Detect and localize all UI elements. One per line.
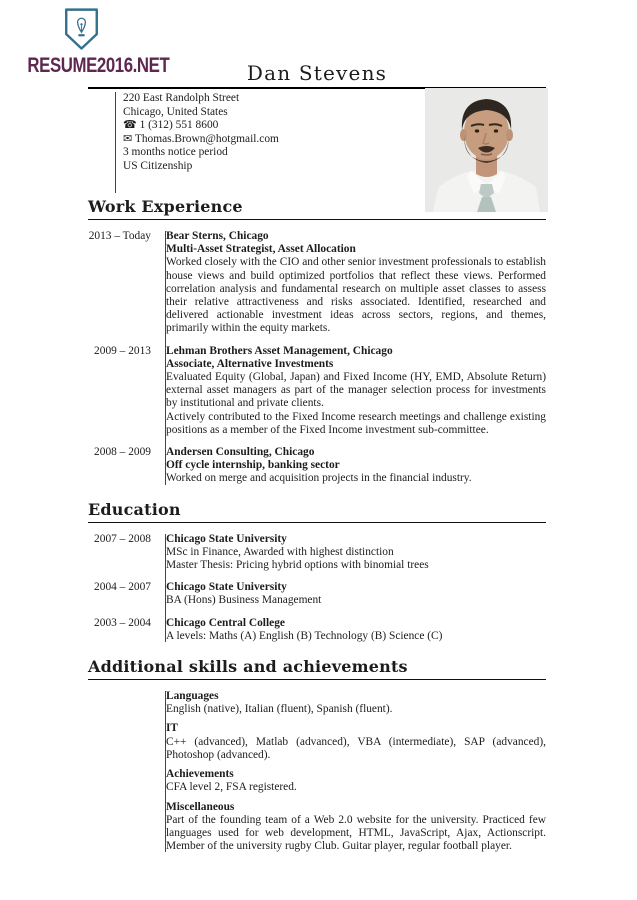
phone-number: 1 (312) 551 8600 [139,119,219,131]
section-skills [88,657,546,853]
skill-text: Part of the founding team of a Web 2.0 website for the university. Practiced few languages used for web development, HTML, JavaScript, Ajax, Actionscript. Member of the university rugby Club. Guitar player, regular football player. [166,813,546,853]
resume-body [88,197,546,867]
portrait-photo-image [425,88,548,212]
entry-dates-empty [88,690,158,853]
education-entry [88,533,546,573]
entry-school: Chicago State University [166,532,287,545]
skill-text: English (native), Italian (fluent), Spanish (fluent). [166,703,393,716]
timeline-rule [165,691,166,852]
skill-text: C++ (advanced), Matlab (advanced), VBA (intermediate), SAP (advanced), Photoshop (advanced). [166,735,546,761]
entry-role: Associate, Alternative Investments [166,357,334,370]
entry-description: Actively contributed to the Fixed Income research meetings and challenge existing positions as a member of the Fixed Income investment sub-committee. [166,410,546,436]
section-divider [88,679,546,680]
skill-text: CFA level 2, FSA registered. [166,781,297,794]
section-divider [88,219,546,220]
skill-group [166,801,546,854]
pen-nib-shield-icon [63,7,100,52]
entry-detail: Master Thesis: Pricing hybrid options with binomial trees [166,559,429,572]
education-entry [88,581,546,607]
entry-role: Multi-Asset Strategist, Asset Allocation [166,243,356,256]
address-line1: 220 East Randolph Street [123,92,240,104]
entry-description: Worked closely with the CIO and other senior investment professionals to establish house views and build optimized portfolios that reflect these views. Performed correlation analysis and fundamental research on multiple asset classes to assess their relative attractiveness and risks associated. Identified, researched and delivered actionable investment ideas across sectors, regions, and themes, primarily within the equity markets. [166,256,546,335]
section-title-education: Education [88,499,181,519]
phone-line [123,119,279,133]
entry-description: Worked on merge and acquisition projects in the financial industry. [166,472,472,485]
timeline-rule [165,231,166,485]
skill-label: IT [166,722,179,735]
skill-label: Languages [166,690,219,703]
entry-dates: 2003 – 2004 [94,616,151,629]
section-education [88,500,546,643]
notice-period: 3 months notice period [123,146,228,158]
entry-employer: Bear Sterns, Chicago [166,230,269,242]
portrait-photo [425,88,548,212]
citizenship: US Citizenship [123,159,193,172]
site-logo-text: RESUME2016.NET [27,54,170,77]
entry-dates: 2009 – 2013 [94,344,151,357]
section-work-experience [88,197,546,486]
work-entry [88,345,546,437]
timeline-rule [165,534,166,642]
entry-employer: Lehman Brothers Asset Management, Chicago [166,344,393,357]
contact-block [115,92,279,193]
skills-block [88,690,546,853]
email-address: Thomas.Brown@hotgmail.com [134,132,279,145]
entry-dates: 2007 – 2008 [94,532,151,545]
entry-employer: Andersen Consulting, Chicago [166,446,315,459]
entry-description: Evaluated Equity (Global, Japan) and Fixed Income (HY, EMD, Absolute Return) external asset managers as part of the manager selection process for investments by institutional and private clients. [166,371,546,410]
email-icon: ✉ [123,132,133,145]
section-divider [88,522,546,523]
skill-label: Miscellaneous [166,800,235,813]
phone-icon: ☎ [123,119,137,131]
entry-dates: 2004 – 2007 [94,581,151,594]
entry-detail: BA (Hons) Business Management [166,594,322,607]
skill-label: Achievements [166,768,234,781]
entry-detail: A levels: Maths (A) English (B) Technology (B) Science (C) [166,629,443,642]
education-entry [88,617,546,643]
section-title-skills: Additional skills and achievements [88,657,408,677]
candidate-name: Dan Stevens [246,61,388,85]
entry-role: Off cycle internship, banking sector [166,459,340,472]
skill-group [166,690,546,716]
entry-detail: MSc in Finance, Awarded with highest distinction [166,545,394,558]
entry-school: Chicago State University [166,581,287,594]
skill-group [166,722,546,762]
skill-group [166,768,546,794]
entry-dates: 2013 – Today [88,230,151,242]
email-line [123,133,279,147]
entry-school: Chicago Central College [166,616,285,629]
section-title-work: Work Experience [88,197,243,216]
address-line2: Chicago, United States [123,105,228,118]
work-entry [88,230,546,336]
work-entry [88,446,546,486]
entry-dates: 2008 – 2009 [94,446,151,459]
